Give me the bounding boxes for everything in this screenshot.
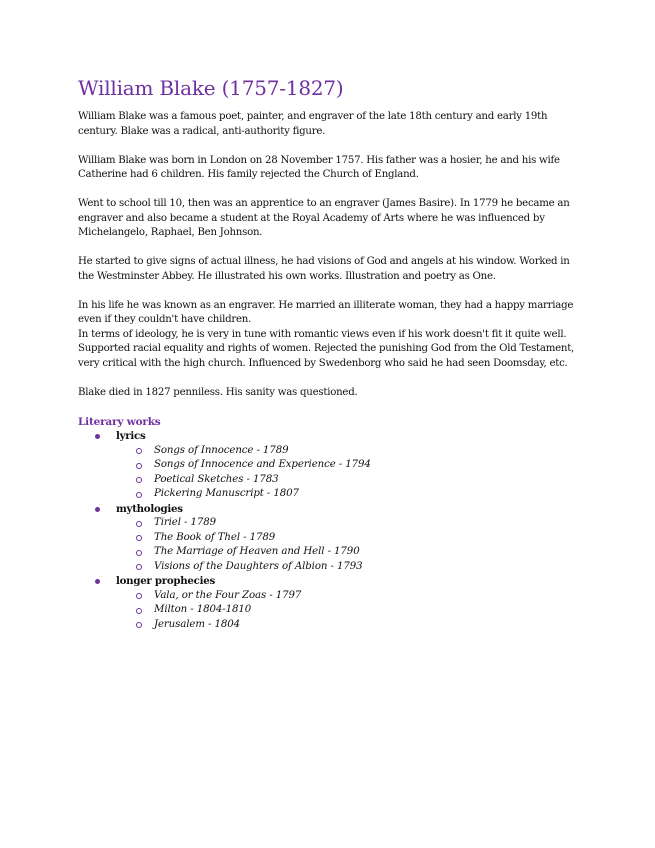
- work-title: The Marriage of Heaven and Hell - 1790: [154, 546, 360, 557]
- literary-works-list: [78, 429, 588, 632]
- work-title: Tiriel - 1789: [154, 517, 217, 528]
- category-longer-prophecies: [78, 574, 588, 632]
- circle-bullet-icon: [136, 564, 142, 570]
- work-title: Songs of Innocence and Experience - 1794: [154, 459, 371, 470]
- work-item: [116, 560, 588, 575]
- circle-bullet-icon: [136, 448, 142, 454]
- circle-bullet-icon: [136, 477, 142, 483]
- paragraph-education: Went to school till 10, then was an apprentice to an engraver (James Basire). In 1779 he became an engraver and also became a student at the Royal Academy of Arts where he was influenced by Michelangelo, Raphael, Ben Johnson.: [78, 198, 570, 238]
- work-item: [116, 516, 588, 531]
- category-label: lyrics: [116, 430, 146, 442]
- circle-bullet-icon: [136, 535, 142, 541]
- bullet-icon: [95, 434, 100, 439]
- work-item: [116, 545, 588, 560]
- bullet-icon: [95, 579, 100, 584]
- category-label: mythologies: [116, 502, 183, 515]
- work-title: Visions of the Daughters of Albion - 1793: [154, 560, 363, 572]
- paragraph-illness: He started to give signs of actual illness, he had visions of God and angels at his window. Worked in the Westminster Abbey. He illustrated his own works. Illustration and poetry as One.: [78, 256, 570, 282]
- category-mythologies: [78, 502, 588, 575]
- works-list: [116, 444, 588, 502]
- bullet-icon: [95, 507, 100, 512]
- work-item: [116, 603, 588, 618]
- circle-bullet-icon: [136, 463, 142, 469]
- work-title: Vala, or the Four Zoas - 1797: [154, 589, 302, 601]
- work-item: [116, 589, 588, 604]
- literary-works-heading: Literary works: [78, 415, 161, 428]
- work-title: Pickering Manuscript - 1807: [154, 488, 299, 499]
- category-lyrics: [78, 429, 588, 502]
- work-item: [116, 473, 588, 488]
- paragraph-marriage: In his life he was known as an engraver. He married an illiterate woman, they had a happy marriage even if they couldn't have children.: [78, 299, 574, 325]
- works-list: [116, 589, 588, 633]
- work-item: [116, 444, 588, 459]
- paragraph-birth: William Blake was born in London on 28 November 1757. His father was a hosier, he and his wife Catherine had 6 children. His family rejected the Church of England.: [78, 154, 560, 180]
- circle-bullet-icon: [136, 608, 142, 614]
- circle-bullet-icon: [136, 622, 142, 628]
- paragraph-intro: William Blake was a famous poet, painter, and engraver of the late 18th century and early 19th century. Blake was a radical, anti-authority figure.: [78, 111, 548, 137]
- circle-bullet-icon: [136, 492, 142, 498]
- document-page: [78, 76, 588, 632]
- work-item: [116, 531, 588, 546]
- category-label: longer prophecies: [116, 575, 215, 587]
- circle-bullet-icon: [136, 550, 142, 556]
- paragraph-death: Blake died in 1827 penniless. His sanity was questioned.: [78, 386, 358, 398]
- work-title: Songs of Innocence - 1789: [154, 444, 289, 456]
- work-item: [116, 487, 588, 502]
- document-title: William Blake (1757-1827): [78, 76, 344, 100]
- circle-bullet-icon: [136, 593, 142, 599]
- circle-bullet-icon: [136, 521, 142, 527]
- work-title: The Book of Thel - 1789: [154, 531, 276, 543]
- paragraph-ideology: In terms of ideology, he is very in tune with romantic views even if his work doesn't fit it quite well. Supported racial equality and rights of women. Rejected the punishing God from the Old Testament, very critical with the high church. Influenced by Swedenborg who said he had seen Doomsday, etc.: [78, 328, 575, 369]
- work-item: [116, 618, 588, 633]
- work-title: Poetical Sketches - 1783: [154, 473, 279, 485]
- work-title: Jerusalem - 1804: [154, 618, 241, 630]
- work-title: Milton - 1804-1810: [154, 604, 252, 615]
- works-list: [116, 516, 588, 574]
- work-item: [116, 458, 588, 473]
